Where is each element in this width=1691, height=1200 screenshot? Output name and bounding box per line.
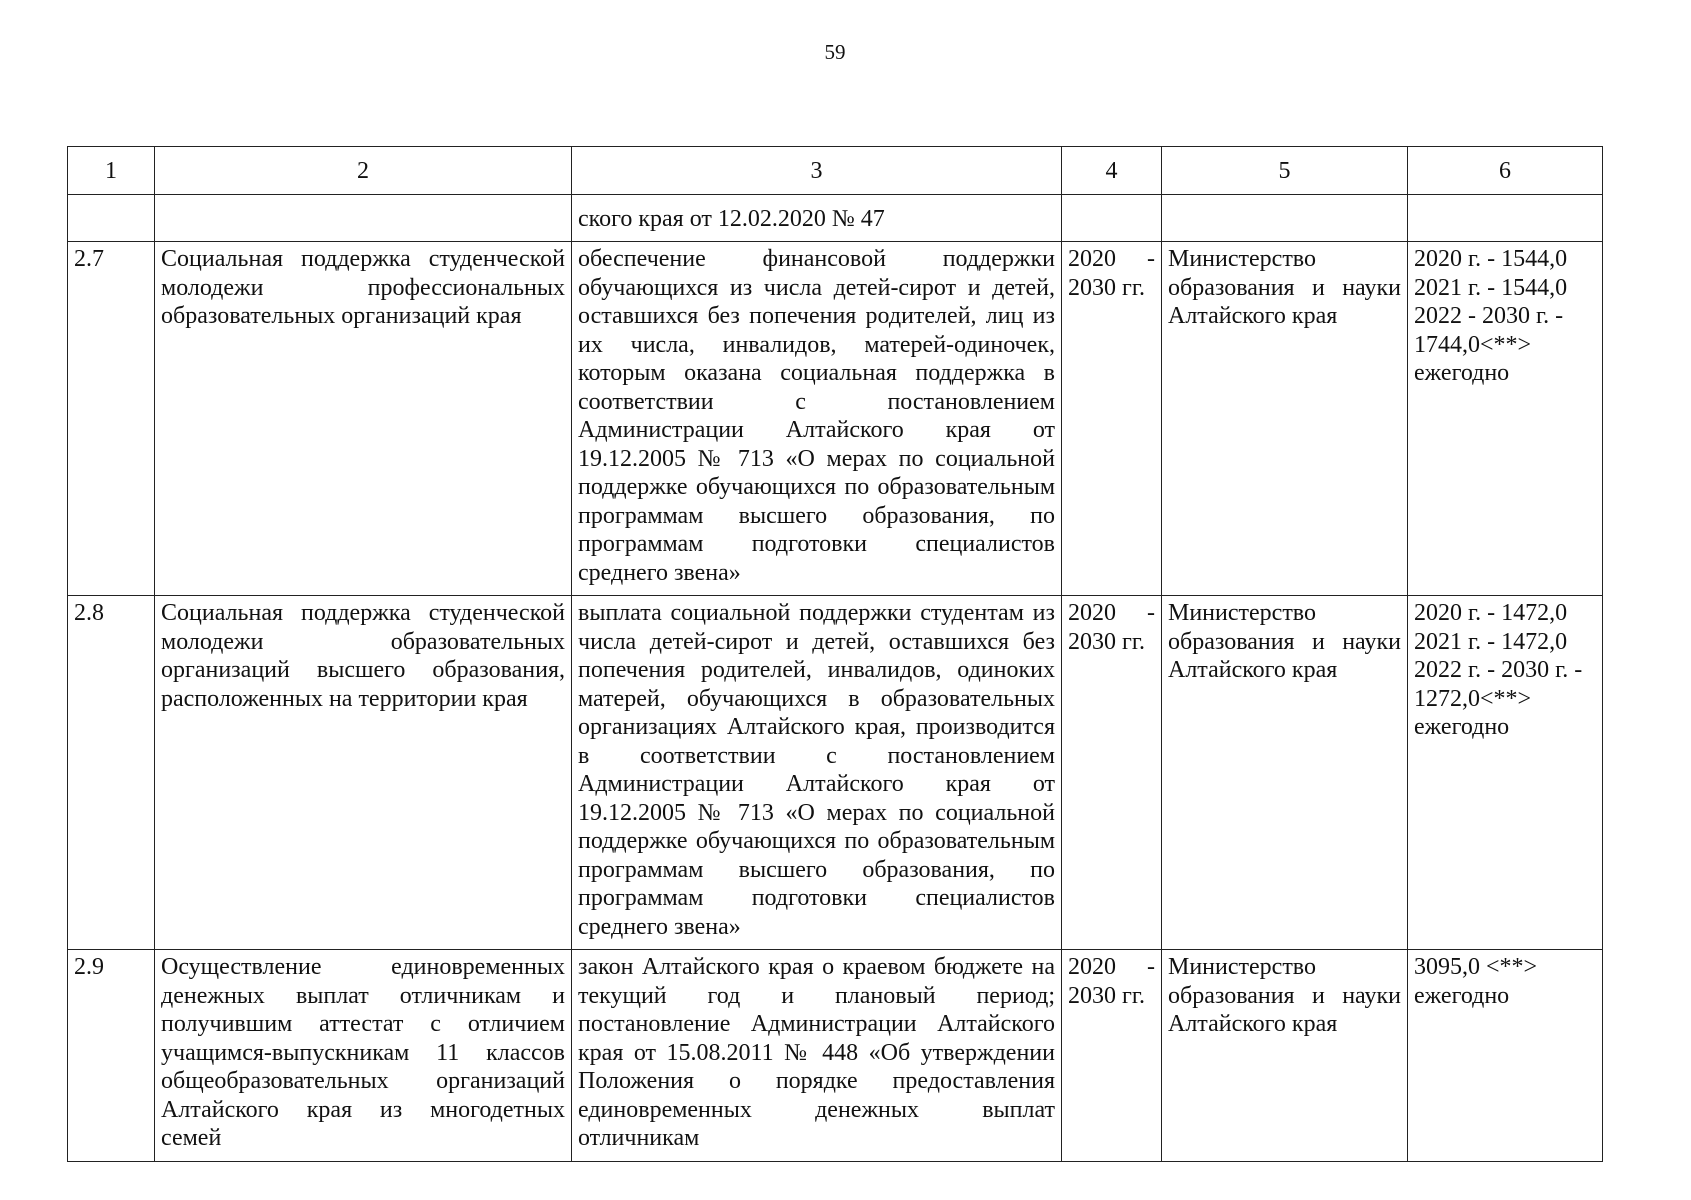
funding-line: 2022 - 2030 г. - 1744,0<**> xyxy=(1414,303,1564,358)
row-number: 2.8 xyxy=(68,596,155,950)
funding-line: 2021 г. - 1472,0 xyxy=(1414,628,1568,655)
continuation-text: ского края от 12.02.2020 № 47 xyxy=(572,194,1062,242)
cell-empty xyxy=(1162,194,1408,242)
legal-basis: обеспечение финансовой поддержки обучающихся из числа детей-сирот и детей, оставшихся без попечения родителей, лиц из их числа, инвалидов, матерей-одиночек, которым оказана социальная поддержка в соответствии с постановлением Администрации Алтайского края от 19.12.2005 № 713 «О мерах по социальной поддержке обучающихся по образовательным программам высшего образования, по программам подготовки специалистов среднего звена» xyxy=(572,242,1062,596)
header-row xyxy=(68,147,1603,195)
measure-name: Осуществление единовременных денежных выплат отличникам и получившим аттестат с отличием учащимся-выпускникам 11 классов общеобразовательных организаций Алтайского края из многодетных семей xyxy=(155,950,572,1162)
executor: Министерство образования и науки Алтайского края xyxy=(1162,950,1408,1162)
cell-empty xyxy=(68,194,155,242)
period: 2020 - 2030 гг. xyxy=(1062,596,1162,950)
funding xyxy=(1408,950,1603,1162)
cell-empty xyxy=(1062,194,1162,242)
cell-empty xyxy=(1408,194,1603,242)
funding-line: 2021 г. - 1544,0 xyxy=(1414,274,1568,301)
header-col-1: 1 xyxy=(68,147,155,195)
table-row xyxy=(68,950,1603,1162)
continuation-row xyxy=(68,194,1603,242)
measure-name: Социальная поддержка студенческой молодежи образовательных организаций высшего образования, расположенных на территории края xyxy=(155,596,572,950)
legal-basis: закон Алтайского края о краевом бюджете на текущий год и плановый период; постановление Администрации Алтайского края от 15.08.2011 № 448 «Об утверждении Положения о порядке предоставления единовременных денежных выплат отличникам xyxy=(572,950,1062,1162)
period: 2020 - 2030 гг. xyxy=(1062,950,1162,1162)
header-col-3: 3 xyxy=(572,147,1062,195)
table-row xyxy=(68,242,1603,596)
row-number: 2.9 xyxy=(68,950,155,1162)
header-col-5: 5 xyxy=(1162,147,1408,195)
funding-line: 2020 г. - 1472,0 xyxy=(1414,600,1568,626)
funding-line: 3095,0 <**> xyxy=(1414,954,1538,980)
period: 2020 - 2030 гг. xyxy=(1062,242,1162,596)
executor: Министерство образования и науки Алтайского края xyxy=(1162,596,1408,950)
funding xyxy=(1408,596,1603,950)
program-table xyxy=(67,146,1603,1162)
legal-basis: выплата социальной поддержки студентам из числа детей-сирот и детей, оставшихся без попечения родителей, инвалидов, одиноких матерей, обучающихся в образовательных организациях Алтайского края, производится в соответствии с постановлением Администрации Алтайского края от 19.12.2005 № 713 «О мерах по социальной поддержке обучающихся по образовательным программам высшего образования, по программам подготовки специалистов среднего звена» xyxy=(572,596,1062,950)
funding-line: 2020 г. - 1544,0 xyxy=(1414,246,1568,272)
table-row xyxy=(68,596,1603,950)
header-col-4: 4 xyxy=(1062,147,1162,195)
header-col-2: 2 xyxy=(155,147,572,195)
header-col-6: 6 xyxy=(1408,147,1603,195)
page-number: 59 xyxy=(824,40,846,64)
funding xyxy=(1408,242,1603,596)
funding-line: ежегодно xyxy=(1414,714,1510,740)
funding-line: ежегодно xyxy=(1414,982,1510,1009)
funding-line: 2022 г. - 2030 г. - 1272,0<**> xyxy=(1414,657,1583,712)
executor: Министерство образования и науки Алтайского края xyxy=(1162,242,1408,596)
cell-empty xyxy=(155,194,572,242)
row-number: 2.7 xyxy=(68,242,155,596)
measure-name: Социальная поддержка студенческой молодежи профессиональных образовательных организаций края xyxy=(155,242,572,596)
funding-line: ежегодно xyxy=(1414,360,1510,386)
